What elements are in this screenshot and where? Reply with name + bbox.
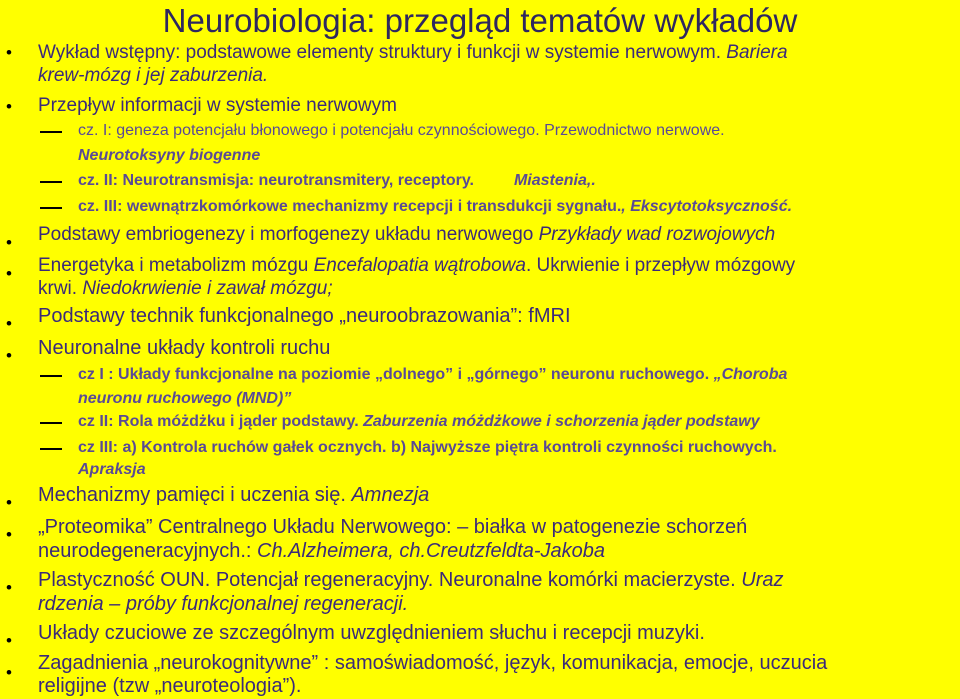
sub-item: cz. I: geneza potencjału błonowego i potencjału czynnościowego. Przewodnictwo nerwowe.	[78, 122, 725, 139]
item-emphasis: Zaburzenia móżdżkowe i schorzenia jąder podstawy	[363, 413, 760, 430]
sub-item	[78, 194, 792, 220]
bullet: •	[6, 493, 12, 512]
list-item: Zagadnienia „neurokognitywne” : samoświadomość, język, komunikacja, emocje, uczucia	[38, 652, 828, 674]
item-text: cz I : Układy funkcjonalne na poziomie „dolnego” i „górnego” neuronu ruchowego.	[78, 366, 714, 383]
item-emphasis: krew-mózg i jej zaburzenia.	[38, 65, 269, 86]
item-emphasis: , Ekscytotoksyczność.	[621, 198, 793, 215]
list-item: „Proteomika” Centralnego Układu Nerwowego: – białka w patogenezie schorzeń	[38, 516, 748, 538]
list-item: Neuronalne układy kontroli ruchu	[38, 337, 331, 359]
list-item: Przepływ informacji w systemie nerwowym	[38, 95, 397, 116]
list-item	[38, 222, 775, 248]
bullet: •	[6, 631, 12, 650]
list-item	[38, 567, 783, 593]
bullet: •	[6, 97, 12, 116]
item-text: Wykład wstępny: podstawowe elementy struktury i funkcji w systemie nerwowym.	[38, 42, 727, 63]
item-emphasis: Neurotoksyny biogenne	[78, 147, 261, 164]
dash	[40, 131, 62, 133]
item-emphasis: Amnezja	[351, 484, 430, 506]
item-emphasis: neuronu ruchowego (MND)”	[78, 390, 292, 407]
sub-item-cont	[78, 143, 260, 169]
item-emphasis: Niedokrwienie i zawał mózgu;	[82, 278, 333, 299]
item-text: cz. III: wewnątrzkomórkowe mechanizmy recepcji i transdukcji sygnału.	[78, 198, 622, 215]
item-text: Mechanizmy pamięci i uczenia się.	[38, 484, 352, 506]
list-item-cont: religijne (tzw „neuroteologia”).	[38, 675, 302, 697]
bullet: •	[6, 43, 12, 62]
dash	[40, 181, 62, 183]
item-text: krwi.	[38, 278, 83, 299]
list-item-cont	[38, 276, 333, 302]
sub-item-cont	[78, 457, 146, 483]
dash	[40, 448, 62, 450]
item-emphasis: Ch.Alzheimera, ch.Creutzfeldta-Jakoba	[257, 540, 605, 562]
list-item: Podstawy technik funkcjonalnego „neuroobrazowania”: fMRI	[38, 305, 571, 327]
bullet: •	[6, 525, 12, 544]
list-item: Układy czuciowe ze szczególnym uwzględnieniem słuchu i recepcji muzyki.	[38, 622, 705, 644]
item-emphasis: Encefalopatia wątrobowa	[313, 255, 526, 276]
item-emphasis: „Choroba	[713, 366, 788, 383]
item-emphasis: rdzenia – próby funkcjonalnej regeneracji.	[38, 593, 409, 615]
item-text: cz II: Rola móżdżku i jąder podstawy.	[78, 413, 364, 430]
sub-item	[78, 168, 596, 194]
bullet: •	[6, 346, 12, 365]
bullet: •	[6, 233, 12, 252]
dash	[40, 422, 62, 424]
dash	[40, 375, 62, 377]
item-text: Podstawy embriogenezy i morfogenezy układu nerwowego	[38, 224, 539, 245]
item-text: . Ukrwienie i przepływ mózgowy	[525, 255, 796, 276]
item-emphasis: Przykłady wad rozwojowych	[538, 224, 776, 245]
item-emphasis: Uraz	[741, 569, 784, 591]
item-emphasis: Miastenia,.	[513, 172, 596, 189]
item-text: neurodegeneracyjnych.:	[38, 540, 258, 562]
list-item-cont	[38, 591, 408, 617]
sub-item	[78, 409, 760, 435]
list-item	[38, 482, 429, 508]
item-emphasis: Apraksja	[78, 461, 146, 478]
bullet: •	[6, 578, 12, 597]
list-item-cont	[38, 63, 268, 89]
bullet: •	[6, 663, 12, 682]
sub-item	[78, 362, 787, 388]
item-emphasis: Bariera	[726, 42, 788, 63]
list-item-cont	[38, 538, 605, 564]
bullet: •	[6, 264, 12, 283]
page-title: Neurobiologia: przegląd tematów wykładów	[162, 2, 798, 39]
item-text: Plastyczność OUN. Potencjał regeneracyjny. Neuronalne komórki macierzyste.	[38, 569, 742, 591]
item-text: cz. II: Neurotransmisja: neurotransmitery, receptory.	[78, 172, 474, 189]
sub-item: cz III: a) Kontrola ruchów gałek ocznych. b) Najwyższe piętra kontroli czynności ruchowych.	[78, 439, 777, 456]
dash	[40, 207, 62, 209]
item-text: Energetyka i metabolizm mózgu	[38, 255, 314, 276]
bullet: •	[6, 314, 12, 333]
